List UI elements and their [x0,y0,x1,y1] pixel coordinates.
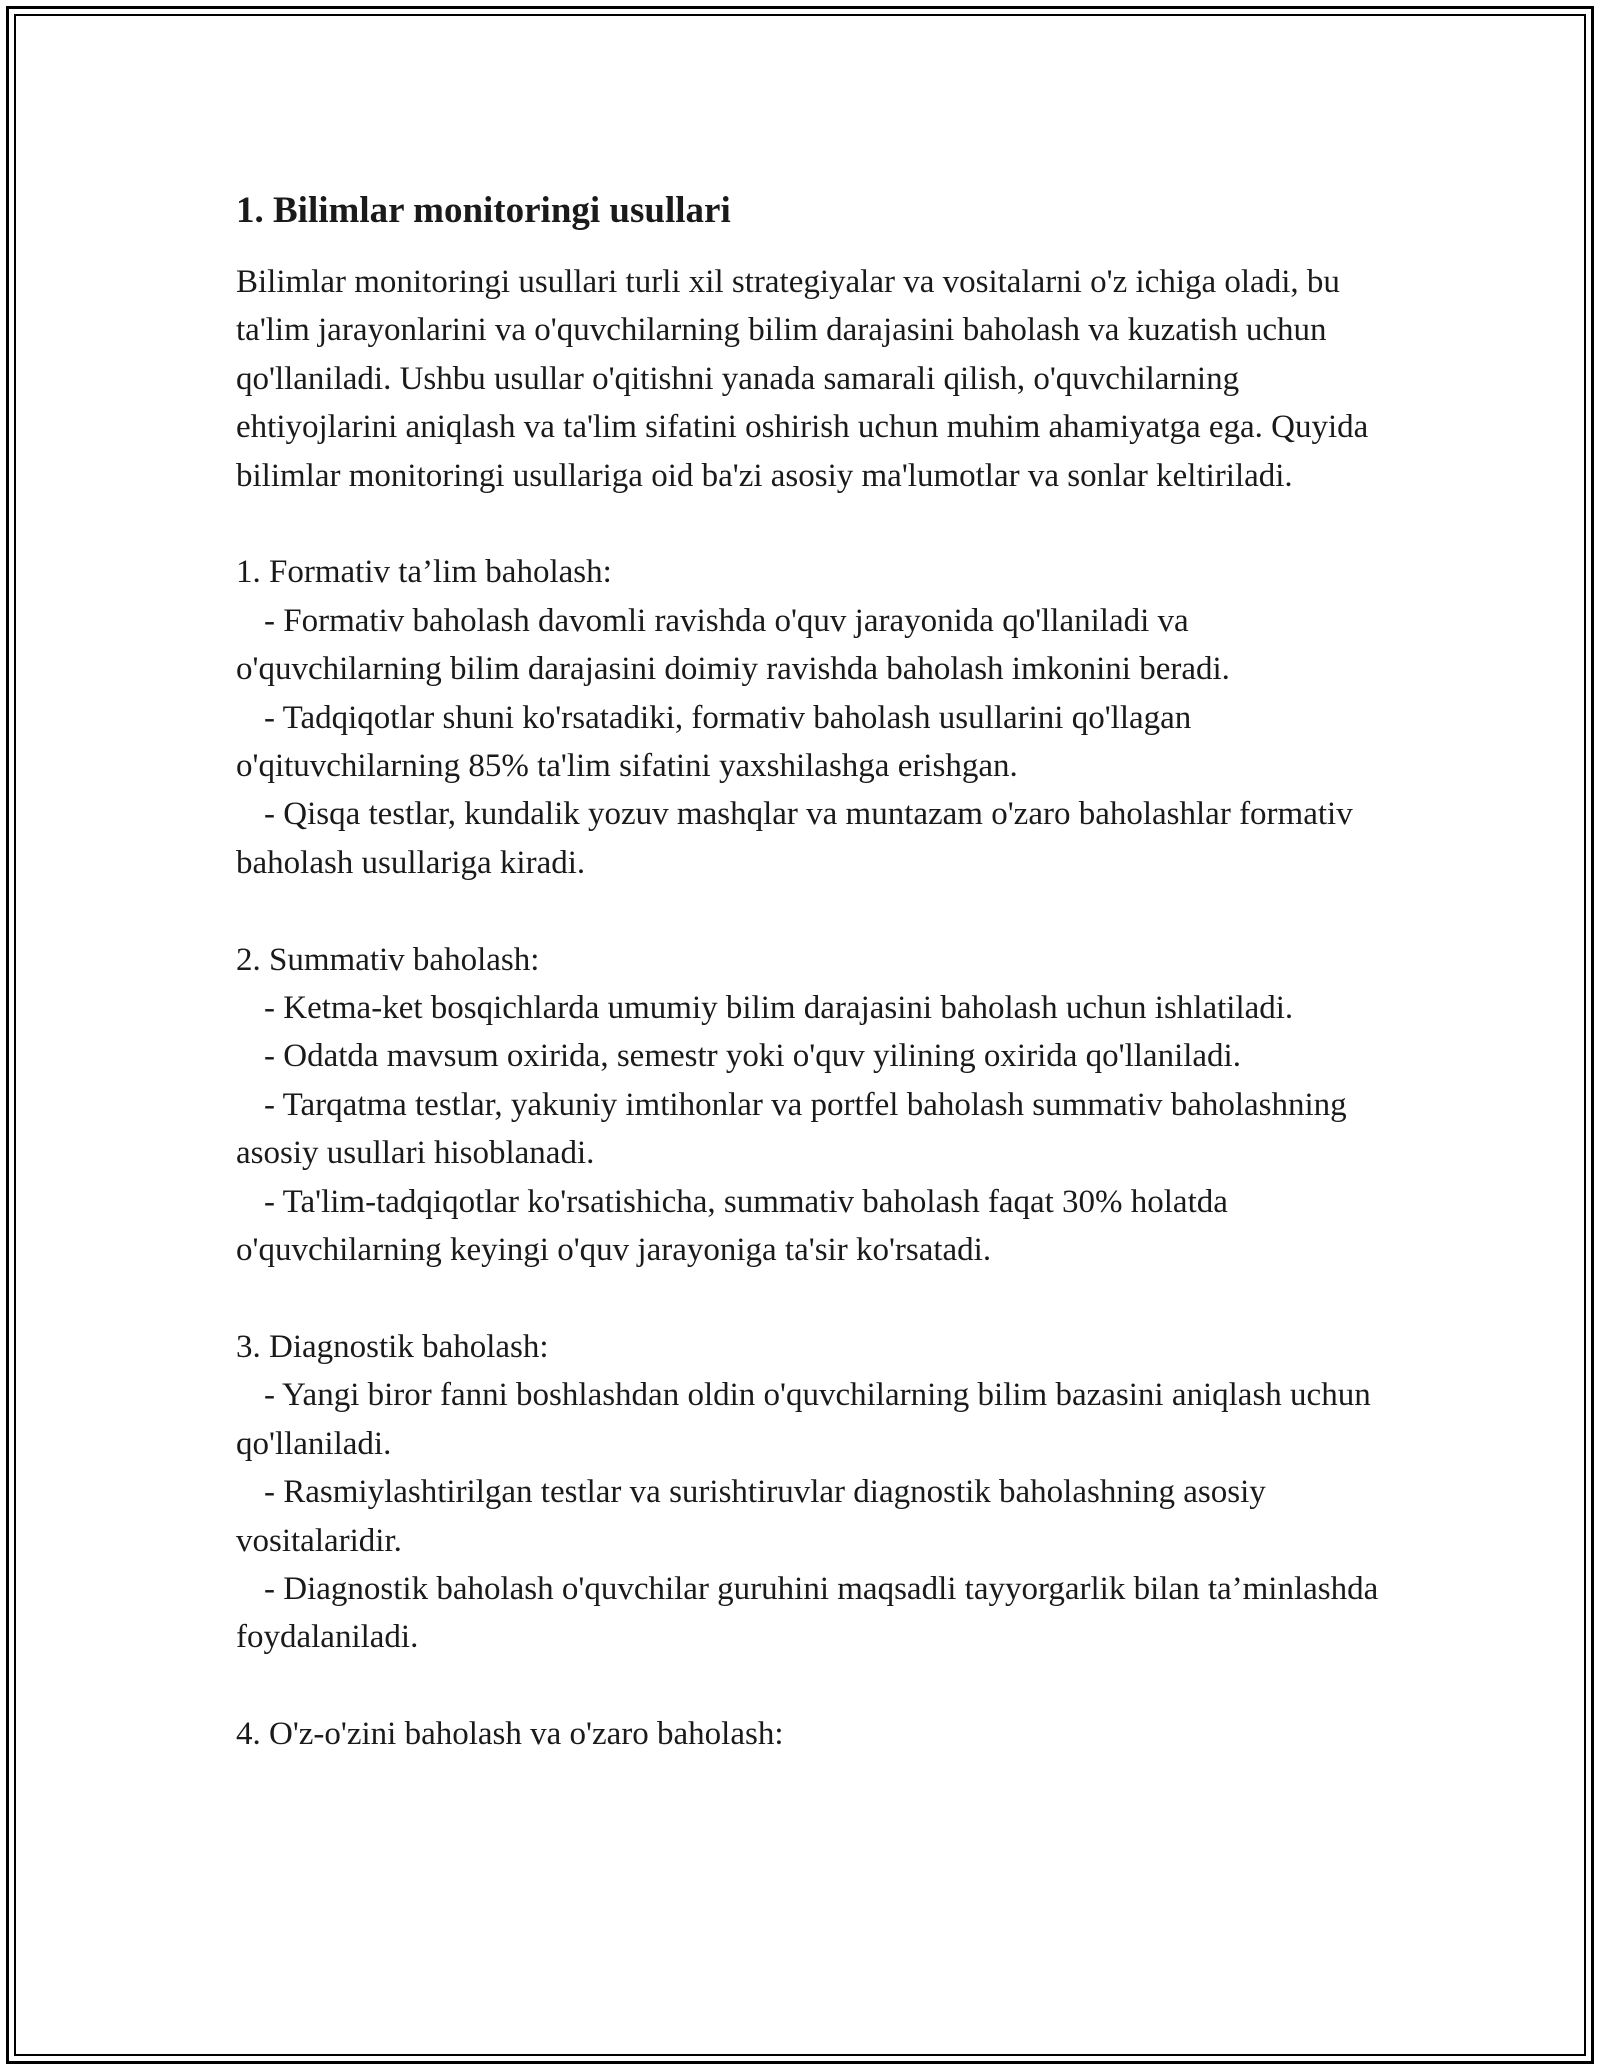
section-diagnostic [236,1323,1386,1662]
document-title: 1. Bilimlar monitoringi usullari [236,190,731,231]
section-formative [236,548,1386,887]
bullet-item: - Rasmiylashtirilgan testlar va surishtiruvlar diagnostik baholashning asosiy vositalaridir. [236,1474,1266,1559]
document-page [236,187,1386,1759]
bullet-item: - Qisqa testlar, kundalik yozuv mashqlar va muntazam o'zaro baholashlar formativ baholash usullariga kiradi. [236,796,1353,881]
section-summative [236,936,1386,1275]
section-self-peer [236,1710,1386,1758]
section-heading: 1. Formativ ta’lim baholash: [236,554,612,591]
section-heading: 3. Diagnostik baholash: [236,1328,549,1365]
bullet-item: - Tadqiqotlar shuni ko'rsatadiki, formativ baholash usullarini qo'llagan o'qituvchilarning 85% ta'lim sifatini yaxshilashga erishgan. [236,699,1192,785]
bullet-item: - Tarqatma testlar, yakuniy imtihonlar va portfel baholash summativ baholashning asosiy usullari hisoblanadi. [236,1086,1347,1172]
bullet-item: - Ketma-ket bosqichlarda umumiy bilim darajasini baholash uchun ishlatiladi. [264,990,1294,1027]
bullet-item: - Formativ baholash davomli ravishda o'quv jarayonida qo'llaniladi va o'quvchilarning bilim darajasini doimiy ravishda baholash imkonini beradi. [236,602,1230,688]
section-heading: 2. Summativ baholash: [236,941,540,978]
intro-paragraph: Bilimlar monitoringi usullari turli xil strategiyalar va vositalarni o'z ichiga oladi, bu ta'lim jarayonlarini va o'quvchilarning bilim darajasini baholash va kuzatish uchun qo'llaniladi. Ushbu usullar o'qitishni yanada samarali qilish, o'quvchilarning ehtiyojlarini aniqlash va ta'lim sifatini oshirish uchun muhim ahamiyatga ega. Quyida bilimlar monitoringi usullariga oid ba'zi asosiy ma'lumotlar va sonlar keltiriladi. [236,264,1369,494]
bullet-item: - Diagnostik baholash o'quvchilar guruhini maqsadli tayyorgarlik bilan ta’minlashda foydalaniladi. [236,1570,1379,1656]
bullet-item: - Yangi biror fanni boshlashdan oldin o'quvchilarning bilim bazasini aniqlash uchun qo'llaniladi. [236,1377,1371,1462]
bullet-item: - Ta'lim-tadqiqotlar ko'rsatishicha, summativ baholash faqat 30% holatda o'quvchilarning keyingi o'quv jarayoniga ta'sir ko'rsatadi. [236,1183,1228,1269]
section-heading: 4. O'z-o'zini baholash va o'zaro baholash: [236,1716,784,1753]
bullet-item: - Odatda mavsum oxirida, semestr yoki o'quv yilining oxirida qo'llaniladi. [264,1038,1241,1075]
